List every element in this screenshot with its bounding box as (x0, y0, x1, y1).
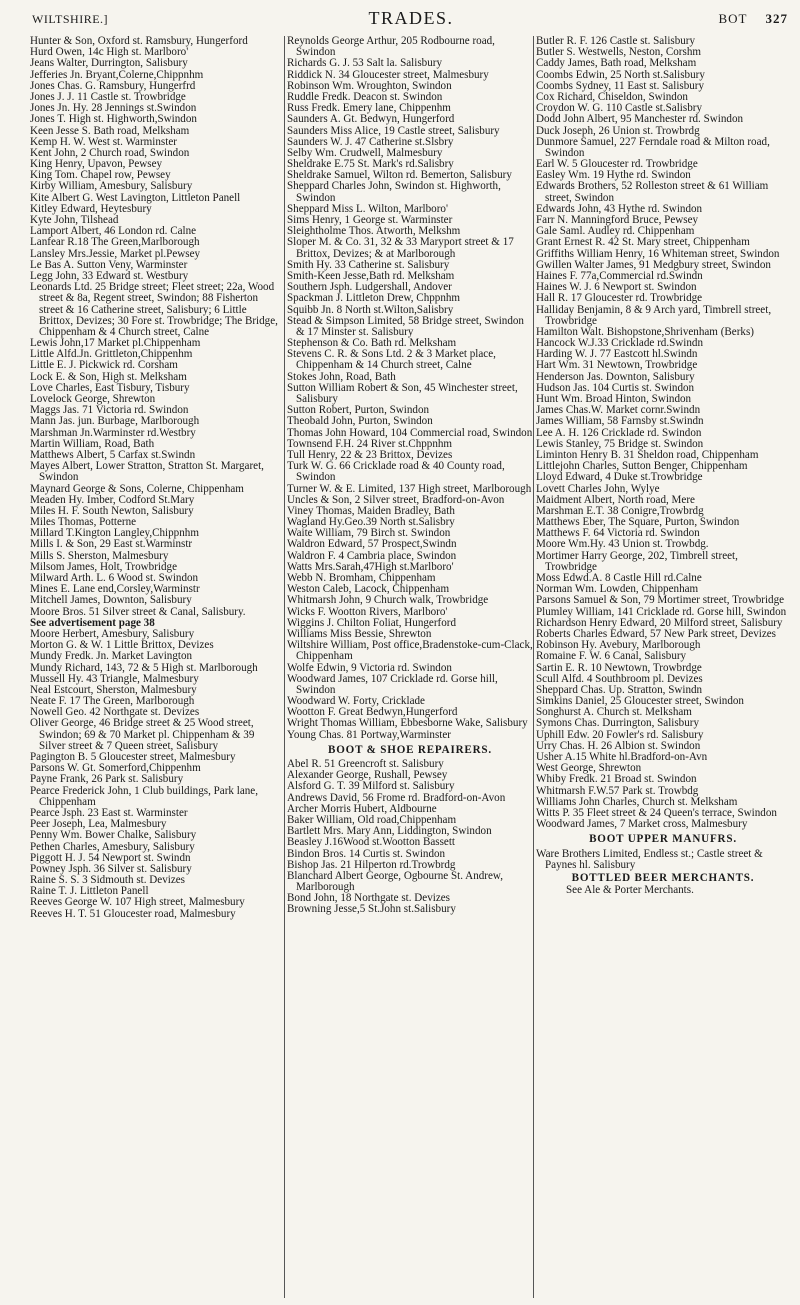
directory-entry: Beasley J.16Wood st.Wootton Bassett (287, 836, 455, 849)
directory-entry: Squibb Jn. 8 North st.Wilton,Salisbry (287, 303, 454, 316)
directory-entry: Nowell Geo. 42 Northgate st. Devizes (30, 706, 200, 719)
directory-entry: Coombs Sydney, 11 East st. Salisbury (536, 79, 705, 92)
directory-entry: Riddick N. 34 Gloucester street, Malmesbury (287, 68, 489, 81)
page-header (30, 8, 792, 34)
directory-entry: Moore Herbert, Amesbury, Salisbury (30, 627, 195, 640)
directory-entry: Abel R. 51 Greencroft st. Salisbury (287, 758, 444, 770)
county-label: WILTSHIRE.] (32, 12, 109, 26)
directory-entry: Piggott H. J. 54 Newport st. Swindn (30, 851, 191, 864)
directory-entry: Love Charles, East Tisbury, Tisbury (30, 381, 190, 394)
directory-entry: Young Chas. 81 Portway,Warminster (287, 728, 451, 741)
directory-entry: Songhurst A. Church st. Melksham (536, 706, 692, 719)
directory-entry: Williams John Charles, Church st. Melksham (536, 795, 738, 808)
cross-reference: See Ale & Porter Merchants. (566, 884, 694, 897)
directory-entry: Maynard George & Sons, Colerne, Chippenham (30, 482, 244, 495)
directory-entry: Lanfear R.18 The Green,Marlborough (30, 236, 200, 249)
column-1 (30, 36, 280, 1298)
directory-entry: Hall R. 17 Gloucester rd. Trowbridge (536, 292, 703, 305)
directory-entry: Norman Wm. Lowden, Chippenham (536, 583, 699, 596)
column-3 (533, 36, 790, 1298)
directory-entry: Lovett Charles John, Wylye (536, 482, 660, 495)
directory-entry: Lamport Albert, 46 London rd. Calne (30, 225, 197, 238)
directory-entry: Morton G. & W. 1 Little Brittox, Devizes (30, 639, 214, 652)
directory-entry: Southern Jsph. Ludgershall, Andover (287, 281, 452, 294)
directory-entry: Legg John, 33 Edward st. Westbury (30, 269, 189, 282)
directory-entry: Henderson Jas. Downton, Salisbury (536, 370, 695, 383)
directory-entry: Roberts Charles Edward, 57 New Park street, Devizes (536, 627, 776, 640)
directory-entry: Wiltshire William, Post office,Bradenstoke-cum-Clack, Chippenham (287, 639, 533, 663)
directory-entry: James Chas.W. Market cornr.Swindn (536, 404, 701, 417)
directory-entry: Blanchard Albert George, Ogbourne St. Andrew, Marlborough (287, 869, 503, 894)
directory-entry: Jones Jn. Hy. 28 Jennings st.Swindon (30, 102, 197, 115)
directory-entry: Scull Alfd. 4 Southbroom pl. Devizes (536, 672, 703, 685)
section-label: BOT (718, 11, 748, 26)
directory-entry: Stead & Simpson Limited, 58 Bridge street, Swindon & 17 Minster st. Salisbury (287, 314, 524, 338)
directory-entry: Sartin E. R. 10 Newtown, Trowbrdge (536, 661, 702, 674)
directory-entry: Hunt Wm. Broad Hinton, Swindon (536, 393, 692, 405)
directory-entry: Raine T. J. Littleton Panell (30, 885, 149, 898)
directory-entry: Neate F. 17 The Green, Marlborough (30, 695, 195, 708)
directory-entry: Mitchell James, Downton, Salisbury (30, 594, 192, 607)
directory-entry: Sheppard Miss L. Wilton, Marlboro' (287, 202, 448, 215)
directory-entry: Stephenson & Co. Bath rd. Melksham (287, 337, 457, 350)
directory-entry: Mayes Albert, Lower Stratton, Stratton St. Margaret, Swindon (30, 460, 264, 484)
directory-entry: Lansley Mrs.Jessie, Market pl.Pewsey (30, 247, 201, 260)
directory-entry: Viney Thomas, Maiden Bradley, Bath (287, 504, 455, 517)
directory-entry: Mortimer Harry George, 202, Timbrell street, Trowbridge (536, 549, 738, 573)
directory-entry: Russ Fredk. Emery lane, Chippenhm (287, 102, 451, 115)
directory-entry: Waldron Edward, 57 Prospect,Swindn (287, 538, 457, 551)
directory-entry: Millard T.Kington Langley,Chippnhm (30, 527, 199, 540)
directory-entry: Reeves George W. 107 High street, Malmesbury (30, 896, 245, 909)
directory-entry: Mines E. Lane end,Corsley,Warminstr (30, 583, 200, 596)
directory-entry: Saunders A. Gt. Bedwyn, Hungerford (287, 113, 455, 126)
directory-entry: Grant Ernest R. 42 St. Mary street, Chippenham (536, 236, 750, 249)
directory-entry: Whitmarsh John, 9 Church walk, Trowbridge (287, 594, 489, 607)
directory-entry: Lock E. & Son, High st. Melksham (30, 370, 187, 383)
directory-entry: Kent John, 2 Church road, Swindon (30, 146, 190, 159)
directory-entry: Neal Estcourt, Sherston, Malmesbury (30, 683, 197, 696)
directory-entry: Maidment Albert, North road, Mere (536, 493, 695, 506)
directory-entry: Sheldrake Samuel, Wilton rd. Bemerton, Salisbury (287, 169, 512, 182)
directory-entry: Wagland Hy.Geo.39 North st.Salisbry (287, 516, 455, 529)
directory-entry: Robinson Wm. Wroughton, Swindon (287, 79, 452, 92)
directory-entry: Lee A. H. 126 Cricklade rd. Swindon (536, 426, 702, 439)
directory-entry: Haines W. J. 6 Newport st. Swindon (536, 281, 697, 294)
directory-entry: Liminton Henry B. 31 Sheldon road, Chippenham (536, 448, 759, 461)
directory-entry: Sutton Robert, Purton, Swindon (287, 404, 430, 417)
directory-entry: Richards G. J. 53 Salt la. Salisbury (287, 57, 442, 70)
directory-entry: Littlejohn Charles, Sutton Benger, Chippenham (536, 460, 748, 473)
directory-entry: Alsford G. T. 39 Milford st. Salisbury (287, 780, 455, 793)
directory-entry: Ruddle Fredk. Deacon st. Swindon (287, 90, 443, 103)
directory-entry: Uphill Edw. 20 Fowler's rd. Salisbury (536, 728, 704, 741)
directory-entry: Jeans Walter, Durrington, Salisbury (30, 57, 188, 70)
directory-entry: Bartlett Mrs. Mary Ann, Liddington, Swindon (287, 825, 492, 838)
directory-entry: Hancock W.J.33 Cricklade rd.Swindn (536, 337, 703, 350)
directory-entry: Cox Richard, Chiseldon, Swindon (536, 90, 688, 103)
directory-entry: Jones T. High st. Highworth,Swindon (30, 113, 197, 126)
directory-entry: Griffiths William Henry, 16 Whiteman street, Swindon (536, 247, 780, 260)
directory-entry: Bishop Jas. 21 Hilperton rd.Trowbrdg (287, 858, 456, 871)
directory-entry: Hart Wm. 31 Newtown, Trowbridge (536, 359, 698, 372)
directory-entry: Little E. J. Pickwick rd. Corsham (30, 359, 178, 372)
directory-entry: Caddy James, Bath road, Melksham (536, 57, 697, 70)
directory-entry: Mundy Fredk. Jn. Market Lavington (30, 650, 193, 663)
directory-entry: Stevens C. R. & Sons Ltd. 2 & 3 Market place, Chippenham & 14 Church street, Calne (287, 348, 496, 372)
directory-entry: Theobald John, Purton, Swindon (287, 415, 433, 428)
directory-entry: Tull Henry, 22 & 23 Brittox, Devizes (287, 448, 453, 461)
directory-entry: Sleightholme Thos. Atworth, Melkshm (287, 225, 461, 238)
directory-entry: Urry Chas. H. 26 Albion st. Swindon (536, 739, 701, 752)
directory-entry: Turk W. G. 66 Cricklade road & 40 County road, Swindon (287, 460, 505, 484)
directory-entry: Earl W. 5 Gloucester rd. Trowbridge (536, 158, 698, 171)
directory-entry: Gale Saml. Audley rd. Chippenham (536, 225, 695, 238)
directory-entry: Kite Albert G. West Lavington, Littleton Panell (30, 191, 241, 204)
directory-entry: James William, 58 Farnsby st.Swindn (536, 415, 704, 428)
directory-entry: Webb N. Bromham, Chippenham (287, 572, 436, 584)
directory-entry: Baker William, Old road,Chippenham (287, 813, 457, 826)
column-2 (284, 36, 533, 1298)
directory-entry: Bond John, 18 Northgate st. Devizes (287, 892, 450, 905)
directory-entry: Stokes John, Road, Bath (287, 370, 396, 383)
directory-entry: Plumley William, 141 Cricklade rd. Gorse hill, Swindon (536, 605, 787, 618)
directory-entry: Smith-Keen Jesse,Bath rd. Melksham (287, 269, 455, 282)
directory-entry: Sutton William Robert & Son, 45 Winchester street, Salisbury (287, 381, 518, 405)
directory-entry: Weston Caleb, Lacock, Chippenham (287, 583, 450, 596)
directory-entry: Lewis Stanley, 75 Bridge st. Swindon (536, 437, 704, 450)
directory-entry: Townsend F.H. 24 River st.Chppnhm (287, 437, 453, 450)
directory-entry: Wright Thomas William, Ebbesborne Wake, Salisbury (287, 717, 528, 730)
directory-entry: Martin William, Road, Bath (30, 437, 155, 450)
directory-entry: Sloper M. & Co. 31, 32 & 33 Maryport street & 17 Brittox, Devizes; & at Marlborough (287, 236, 514, 260)
directory-entry: Williams Miss Bessie, Shrewton (287, 627, 432, 640)
directory-entry: Dodd John Albert, 95 Manchester rd. Swindon (536, 113, 744, 126)
page-title: TRADES. (368, 8, 454, 28)
directory-entry: Archer Morris Hubert, Aldbourne (287, 802, 437, 815)
directory-entry: Uncles & Son, 2 Silver street, Bradford-on-Avon (287, 493, 505, 506)
directory-entry: Marshman Jn.Warminster rd.Westbry (30, 426, 196, 439)
directory-entry: Mills S. Sherston, Malmesbury (30, 549, 169, 562)
directory-entry: Pagington B. 5 Gloucester street, Malmesbury (30, 751, 236, 763)
directory-entry: Parsons W. Gt. Somerford,Chippenhm (30, 762, 201, 775)
directory-entry: Lloyd Edward, 4 Duke st.Trowbridge (536, 471, 703, 484)
directory-entry: Hudson Jas. 104 Curtis st. Swindon (536, 381, 695, 394)
directory-entry: Mundy Richard, 143, 72 & 5 High st. Marlborough (30, 661, 258, 674)
directory-entry: Witts P. 35 Fleet street & 24 Queen's terrace, Swindon (536, 806, 777, 819)
directory-entry: Mann Jas. jun. Burbage, Marlborough (30, 415, 200, 428)
directory-entry: Wicks F. Wootton Rivers, Marlboro' (287, 605, 448, 618)
directory-entry: Whiby Fredk. 21 Broad st. Swindon (536, 773, 697, 786)
directory-entry: Pethen Charles, Amesbury, Salisbury (30, 840, 195, 853)
directory-entry: Jones J. J. 11 Castle st. Trowbridge (30, 90, 186, 103)
directory-entry: Wolfe Edwin, 9 Victoria rd. Swindon (287, 661, 452, 674)
directory-entry: Mussell Hy. 43 Triangle, Malmesbury (30, 672, 199, 685)
directory-entry: Woodward James, 7 Market cross, Malmesbury (536, 818, 748, 831)
directory-entry: Selby Wm. Crudwell, Malmesbury (287, 146, 443, 159)
directory-entry: Watts Mrs.Sarah,47High st.Marlboro' (287, 560, 454, 573)
directory-entry: Marshman E.T. 38 Conigre,Trowbrdg (536, 504, 704, 517)
directory-entry: Moore Bros. 51 Silver street & Canal, Salisbury. (30, 605, 246, 618)
directory-entry: Lewis John,17 Market pl.Chippenham (30, 337, 201, 350)
directory-entry: Matthews F. 64 Victoria rd. Swindon (536, 527, 700, 540)
directory-entry: Duck Joseph, 26 Union st. Trowbrdg (536, 124, 700, 137)
directory-entry: Woodward W. Forty, Cricklade (287, 695, 425, 708)
page-number: 327 (765, 11, 788, 26)
directory-entry: Harding W. J. 77 Eastcott hl.Swindn (536, 348, 698, 361)
directory-entry: Kemp H. W. West st. Warminster (30, 135, 177, 148)
directory-entry: Robinson Hy. Avebury, Marlborough (536, 639, 701, 652)
directory-entry: Kitley Edward, Heytesbury (30, 202, 152, 215)
directory-entry: Waldron F. 4 Cambria place, Swindon (287, 549, 457, 562)
directory-entry: Edwards Brothers, 52 Rolleston street & 61 William street, Swindon (536, 180, 769, 204)
directory-entry: Turner W. & E. Limited, 137 High street, Marlborough (287, 482, 532, 495)
directory-entry: King Henry, Upavon, Pewsey (30, 158, 163, 171)
directory-entry: Bindon Bros. 14 Curtis st. Swindon (287, 847, 446, 860)
directory-entry: Symons Chas. Durrington, Salisbury (536, 717, 700, 730)
directory-entry: Saunders W. J. 47 Catherine st.Slsbry (287, 135, 454, 148)
directory-entry: Raine S. S. 3 Sidmouth st. Devizes (30, 874, 186, 887)
directory-entry: Milward Arth. L. 6 Wood st. Swindon (30, 572, 199, 584)
directory-entry: Miles H. F. South Newton, Salisbury (30, 504, 194, 517)
directory-entry: Sheppard Chas. Up. Stratton, Swindn (536, 683, 703, 696)
directory-entry: Kirby William, Amesbury, Salisbury (30, 180, 193, 193)
directory-entry: Simkins Daniel, 25 Gloucester street, Swindon (536, 695, 744, 708)
directory-entry: Moore Wm.Hy. 43 Union st. Trowbdg. (536, 538, 709, 551)
directory-entry: Le Bas A. Sutton Veny, Warminster (30, 258, 188, 271)
directory-entry: Pearce Frederick John, 1 Club buildings, Park lane, Chippenham (30, 784, 258, 808)
directory-entry: Wiggins J. Chilton Foliat, Hungerford (287, 616, 457, 629)
directory-entry: Little Alfd.Jn. Grittleton,Chippenhm (30, 348, 193, 361)
directory-entry: Leonards Ltd. 25 Bridge street; Fleet street; 22a, Wood street & 8a, Regent street, Swindon; 88 Fisherton street & 16 Catherine street, Salisbury; 6 Little Brittox, Devizes; 30 Fore st. Trowbridge; The Bridge, Chippenham & 4 Church street, Calne (30, 281, 278, 338)
directory-entry: King Tom. Chapel row, Pewsey (30, 169, 171, 182)
directory-entry: Dunmore Samuel, 227 Ferndale road & Milton road, Swindon (536, 135, 770, 159)
directory-entry: Mills I. & Son, 29 East st.Warminstr (30, 538, 193, 551)
directory-entry: Richardson Henry Edward, 20 Milford street, Salisbury (536, 616, 783, 629)
directory-entry: Woodward James, 107 Cricklade rd. Gorse hill, Swindon (287, 672, 498, 696)
directory-entry: Browning Jesse,5 St.John st.Salisbury (287, 903, 456, 916)
directory-entry: Peer Joseph, Lea, Malmesbury (30, 818, 167, 831)
directory-entry: Spackman J. Littleton Drew, Chppnhm (287, 292, 461, 305)
directory-entry: Thomas John Howard, 104 Commercial road, Swindon (287, 426, 533, 439)
directory-entry: Farr N. Manningford Bruce, Pewsey (536, 214, 699, 226)
directory-entry: Butler S. Westwells, Neston, Corshm (536, 46, 701, 59)
directory-entry: Butler R. F. 126 Castle st. Salisbury (536, 35, 696, 47)
directory-entry: Payne Frank, 26 Park st. Salisbury (30, 773, 184, 786)
directory-entry: Sheldrake E.75 St. Mark's rd.Salisbry (287, 158, 454, 171)
directory-entry: West George, Shrewton (536, 762, 642, 775)
directory-entry: Sheppard Charles John, Swindon st. Highworth, Swindon (287, 180, 501, 204)
directory-entry: Parsons Samuel & Son, 79 Mortimer street, Trowbridge (536, 594, 785, 607)
directory-entry: Jones Chas. G. Ramsbury, Hungerfrd (30, 79, 196, 92)
directory-entry: Smith Hy. 33 Catherine st. Salisbury (287, 258, 450, 271)
directory-entry: Moss Edwd.A. 8 Castle Hill rd.Calne (536, 572, 702, 584)
directory-entry: Easley Wm. 19 Hythe rd. Swindon (536, 169, 691, 182)
directory-entry: Kyte John, Tilshead (30, 214, 119, 226)
advertisement-note: See advertisement page 38 (30, 616, 155, 629)
directory-entry: Andrews David, 56 Frome rd. Bradford-on-Avon (287, 791, 506, 804)
directory-entry: Milsom James, Holt, Trowbridge (30, 560, 178, 573)
directory-entry: Ware Brothers Limited, Endless st.; Castle street & Paynes hl. Salisbury (536, 847, 763, 871)
page-ref (719, 11, 789, 27)
directory-entry: Edwards John, 43 Hythe rd. Swindon (536, 202, 703, 215)
directory-entry: Oliver George, 46 Bridge street & 25 Wood street, Swindon; 69 & 70 Market pl. Chippenham & 39 Silver street & 7 Queen street, Salisbury (30, 717, 255, 752)
directory-entry: Pearce Jsph. 23 East st. Warminster (30, 806, 188, 819)
directory-entry: Matthews Albert, 5 Carfax st.Swindn (30, 448, 196, 461)
directory-entry: Haines F. 77a,Commercial rd.Swindn (536, 269, 703, 282)
directory-entry: Jefferies Jn. Bryant,Colerne,Chippnhm (30, 68, 204, 81)
directory-entry: Coombs Edwin, 25 North st.Salisbury (536, 68, 705, 81)
directory-entry: Powney Jsph. 36 Silver st. Salisbury (30, 862, 192, 875)
directory-entry: Penny Wm. Bower Chalke, Salisbury (30, 829, 197, 842)
directory-entry: Miles Thomas, Potterne (30, 516, 137, 529)
directory-entry: Croydon W. G. 110 Castle st.Salisbry (536, 102, 702, 115)
directory-entry: Saunders Miss Alice, 19 Castle street, Salisbury (287, 124, 500, 137)
directory-entry: Wootton F. Great Bedwyn,Hungerford (287, 706, 458, 719)
directory-entry: Alexander George, Rushall, Pewsey (287, 769, 448, 782)
section-heading: BOTTLED BEER MERCHANTS. (571, 871, 755, 884)
directory-entry: Gwillen Walter James, 91 Medgbury street, Swindon (536, 258, 771, 271)
directory-entry: Whitmarsh F.W.57 Park st. Trowbdg (536, 784, 699, 797)
directory-entry: Romaine F. W. 6 Canal, Salisbury (536, 650, 687, 663)
directory-entry: Sims Henry, 1 George st. Warminster (287, 214, 453, 226)
directory-entry: Maggs Jas. 71 Victoria rd. Swindon (30, 404, 189, 417)
directory-entry: Usher A.15 White hl.Bradford-on-Avn (536, 751, 708, 763)
directory-entry: Keen Jesse S. Bath road, Melksham (30, 124, 190, 137)
section-heading: BOOT & SHOE REPAIRERS. (328, 743, 492, 756)
directory-entry: Halliday Benjamin, 8 & 9 Arch yard, Timbrell street, Trowbridge (536, 303, 772, 327)
directory-entry: Meaden Hy. Imber, Codford St.Mary (30, 493, 195, 506)
directory-entry: Hamilton Walt. Bishopstone,Shrivenham (Berks) (536, 325, 754, 338)
directory-entry: Hurd Owen, 14c High st. Marlboro' (30, 46, 189, 59)
directory-entry: Matthews Eber, The Square, Purton, Swindon (536, 516, 740, 529)
directory-entry: Reeves H. T. 51 Gloucester road, Malmesbury (30, 907, 236, 920)
directory-entry: Waite William, 79 Birch st. Swindon (287, 527, 451, 540)
directory-entry: Hunter & Son, Oxford st. Ramsbury, Hungerford (30, 35, 248, 47)
section-heading: BOOT UPPER MANUFRS. (589, 833, 737, 846)
directory-entry: Reynolds George Arthur, 205 Rodbourne road, Swindon (287, 35, 495, 59)
directory-entry: Lovelock George, Shrewton (30, 393, 156, 405)
